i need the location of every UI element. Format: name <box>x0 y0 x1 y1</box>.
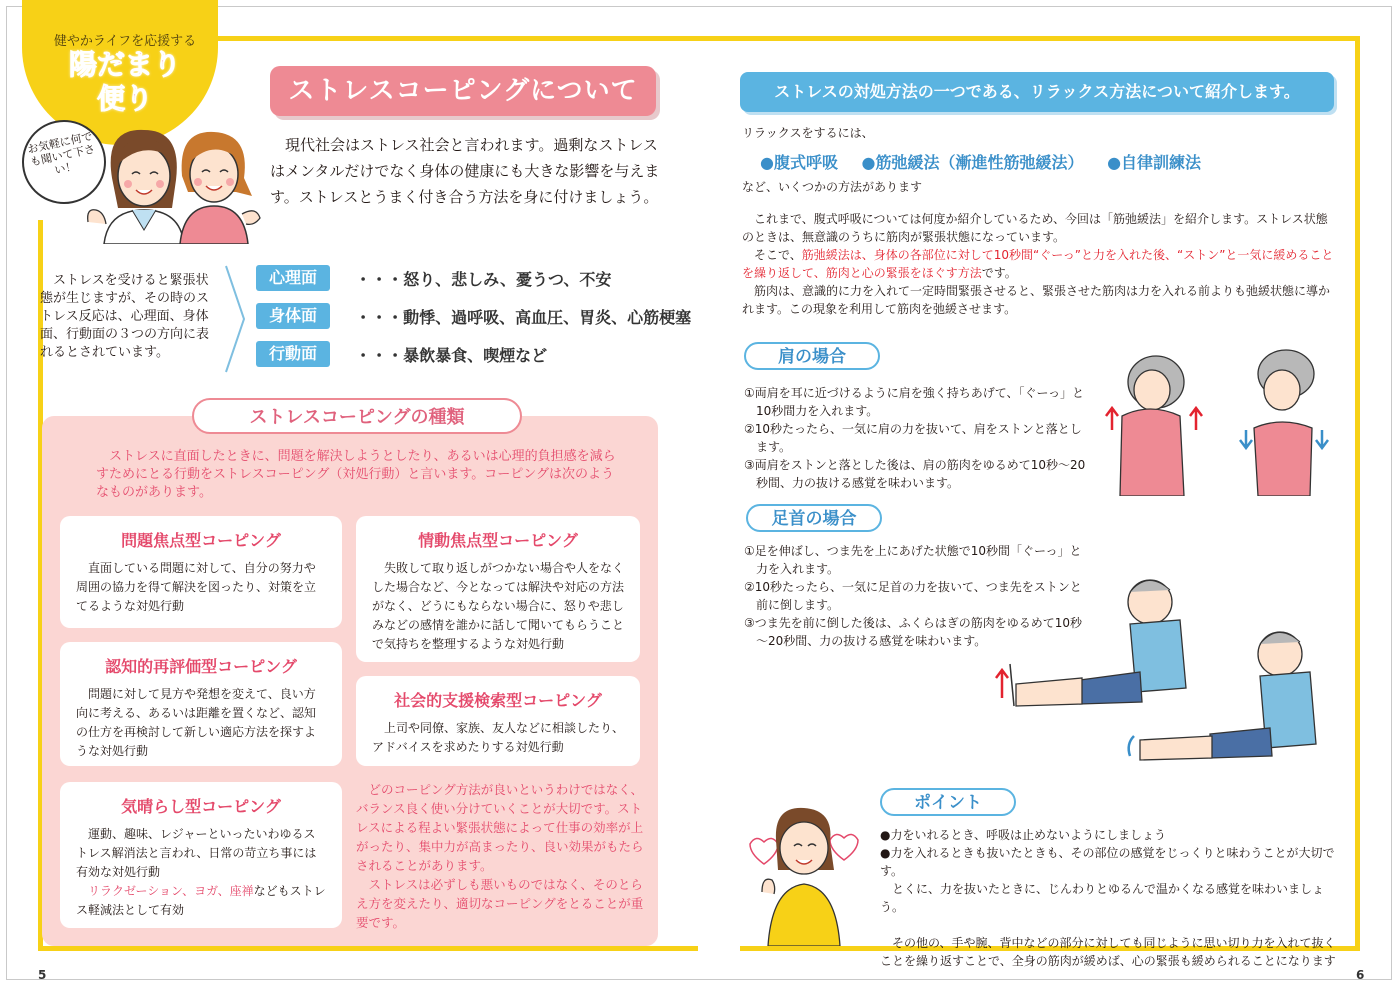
relax-p2-highlight: 筋弛緩法は、身体の各部位に対して10秒間“ぐーっ”と力を入れた後、“ストン”と一気に緩めることを繰り返して、筋肉と心の緊張をほぐす方法 <box>742 248 1334 280</box>
chevron-bracket-icon <box>222 262 248 376</box>
step-item: ②10秒たったら、一気に肩の力を抜いて、肩をストンと落とします。 <box>744 422 1082 454</box>
point-body <box>880 826 1342 970</box>
step-item: ②10秒たったら、一気に足首の力を抜いて、つま先をストンと前に倒します。 <box>744 580 1082 612</box>
relax-lead: リラックスをするには、 <box>742 126 874 140</box>
step-item: ③両肩をストンと落とした後は、肩の筋肉をゆるめて10秒～20秒間、力の抜ける感覚を味わいます。 <box>744 458 1086 490</box>
card-text: 運動、趣味、レジャーといったいわゆるストレス解消法と言われ、日常の苛立ち事には有効な対処行動 <box>76 827 317 879</box>
aspect-row-psych <box>256 265 611 291</box>
aspect-tag: 身体面 <box>256 303 330 329</box>
shoulder-raise-figure <box>1106 356 1202 496</box>
shoulder-exercise-illustration <box>1100 346 1340 496</box>
speech-bubble: お気軽に何でも聞いて下さい！ <box>14 112 114 212</box>
staff-illustration <box>84 118 264 244</box>
card-extra-highlight: リラクゼーション、ヨガ、座禅 <box>88 884 254 898</box>
card-extra <box>76 882 326 920</box>
card-text: 問題に対して見方や発想を変えて、良い方向に考える、あるいは距離を置くなど、認知の仕方を再検討して新しい適応方法を探すような対処行動 <box>76 687 317 758</box>
card-problem-focused <box>60 516 342 628</box>
point-section-title: ポイント <box>880 788 1016 816</box>
aspect-text: ・・・動悸、過呼吸、高血圧、胃炎、心筋梗塞 <box>355 307 692 327</box>
point-item: ●力を入れるときも抜いたときも、その部位の感覚をじっくりと味わうことが大切です。 <box>880 846 1335 878</box>
card-title: 社会的支援検索型コーピング <box>394 691 602 710</box>
card-title: 気晴らし型コーピング <box>121 797 281 816</box>
step-item: ①両肩を耳に近づけるように肩を強く持ちあげて、「ぐーっ」と10秒間力を入れます。 <box>744 386 1085 418</box>
relax-p2-b: です。 <box>981 266 1017 280</box>
card-text: 直面している問題に対して、自分の努力や周囲の協力を得て解決を図ったり、対策を立てるような対処行動 <box>76 561 317 613</box>
badge-title-line2: 便り <box>96 82 153 115</box>
relax-lead2: など、いくつかの方法があります <box>742 180 923 194</box>
heart-icon <box>750 838 778 864</box>
badge-subtitle: 健やかライフを応援する <box>53 34 197 49</box>
page-number-right: 6 <box>1356 968 1365 982</box>
badge-title <box>40 48 210 116</box>
point-item: とくに、力を抜いたときに、じんわりとゆるんで温かくなる感覚を味わいましょう。 <box>880 882 1325 914</box>
coping-note <box>356 780 646 932</box>
card-title: 認知的再評価型コーピング <box>105 657 297 676</box>
card-title: 情動焦点型コーピング <box>418 531 578 550</box>
shoulder-section-title: 肩の場合 <box>744 342 880 370</box>
intro-paragraph: 現代社会はストレス社会と言われます。過剰なストレスはメンタルだけでなく身体の健康にも大きな影響を与えます。ストレスとうまく付き合う方法を身に付けましょう。 <box>270 136 660 206</box>
border-top <box>200 36 1360 41</box>
coping-types-title: ストレスコーピングの種類 <box>192 398 522 434</box>
method-item: ●自律訓練法 <box>1107 153 1202 172</box>
point-item: ●力をいれるとき、呼吸は止めないようにしましょう <box>880 828 1166 842</box>
coping-types-intro: ストレスに直面したときに、問題を解決しようとしたり、あるいは心理的負担感を減らすためにとる行動をストレスコーピング（対処行動）と言います。コーピングは次のようなものがあります。 <box>96 449 616 500</box>
page-number-left: 5 <box>38 968 47 982</box>
stress-response-description: ストレスを受けると緊張状態が生じますが、その時のストレス反応は、心理面、身体面、行動面の３つの方向に表れるとされています。 <box>40 273 210 360</box>
card-text: 失敗して取り返しがつかない場合や人をなくした場合など、今となっては解決や対応の方法がなく、どうにもならない場合に、怒りや悲しみなどの感情を誰かに話して聞いてもらうことで気持ちを整理するような対処行動 <box>372 561 625 651</box>
badge-title-line1: 陽だまり <box>68 48 181 81</box>
card-emotion-focused <box>356 516 640 662</box>
aspect-row-behavior <box>256 341 547 367</box>
coping-note-2: ストレスは必ずしも悪いものではなく、そのとらえ方を変えたり、適切なコーピングをとることが重要です。 <box>356 877 644 930</box>
relax-title: ストレスの対処方法の一つである、リラックス方法について紹介します。 <box>740 72 1334 112</box>
aspect-row-physical <box>256 303 691 329</box>
ankle-section-title: 足首の場合 <box>746 504 882 532</box>
aspect-text: ・・・暴飲暴食、喫煙など <box>355 345 548 365</box>
ankle-exercise-illustration <box>990 568 1350 778</box>
border-bottom-left <box>38 946 698 951</box>
card-title: 問題焦点型コーピング <box>121 531 281 550</box>
method-item: ●筋弛緩法（漸進性筋弛緩法） <box>861 153 1084 172</box>
heart-icon <box>830 834 858 860</box>
card-distraction <box>60 782 342 928</box>
shoulder-steps <box>744 384 1088 492</box>
card-text: 上司や同僚、家族、友人などに相談したり、アドバイスを求めたりする対処行動 <box>372 721 625 754</box>
border-right <box>1355 36 1360 951</box>
step-item: ③つま先を前に倒した後は、ふくらはぎの筋肉をゆるめて10秒～20秒間、力の抜ける感覚を味わいます。 <box>744 616 1083 648</box>
aspect-text: ・・・怒り、悲しみ、憂うつ、不安 <box>355 269 612 289</box>
step-item: ①足を伸ばし、つま先を上にあげた状態で10秒間「ぐーっ」と力を入れます。 <box>744 544 1082 576</box>
ankle-flex-figure <box>996 580 1186 706</box>
point-item: その他の、手や腕、背中などの部分に対しても同じように思い切り力を入れて抜くことを繰り返すことで、全身の筋肉が緩めば、心の緊張も緩められることになります <box>880 936 1336 968</box>
card-cognitive-reappraisal <box>60 642 342 766</box>
relax-p2-a: そこで、 <box>754 248 802 262</box>
relax-body <box>742 210 1338 318</box>
aspect-tag: 行動面 <box>256 341 330 367</box>
coping-note-1: どのコーピング方法が良いというわけではなく、バランス良く使い分けていくことが大切です。ストレスによる程よい緊張状態によって仕事の効率が上がったり、集中力が高まったり、良い効果がもたらされることがあります。 <box>356 782 644 873</box>
shoulder-drop-figure <box>1240 350 1328 496</box>
relax-paragraph-2 <box>742 246 1338 282</box>
point-illustration <box>744 800 864 946</box>
method-item: ●腹式呼吸 <box>760 153 838 172</box>
card-social-support <box>356 676 640 766</box>
relax-methods <box>760 150 1219 173</box>
relax-paragraph-3: 筋肉は、意識的に力を入れて一定時間緊張させると、緊張させた筋肉は力を入れる前よりも弛緩状態に導かれます。この現象を利用して筋肉を弛緩させます。 <box>742 284 1331 316</box>
aspect-tag: 心理面 <box>256 265 330 291</box>
page-title: ストレスコーピングについて <box>270 66 656 116</box>
woman-right-figure <box>180 132 260 244</box>
relax-paragraph-1: これまで、腹式呼吸については何度か紹介しているため、今回は「筋弛緩法」を紹介します。ストレス状態のときは、無意識のうちに筋肉が緊張状態になっています。 <box>742 212 1328 244</box>
card-extra-rest: などもストレス軽減法として有効 <box>76 884 326 917</box>
